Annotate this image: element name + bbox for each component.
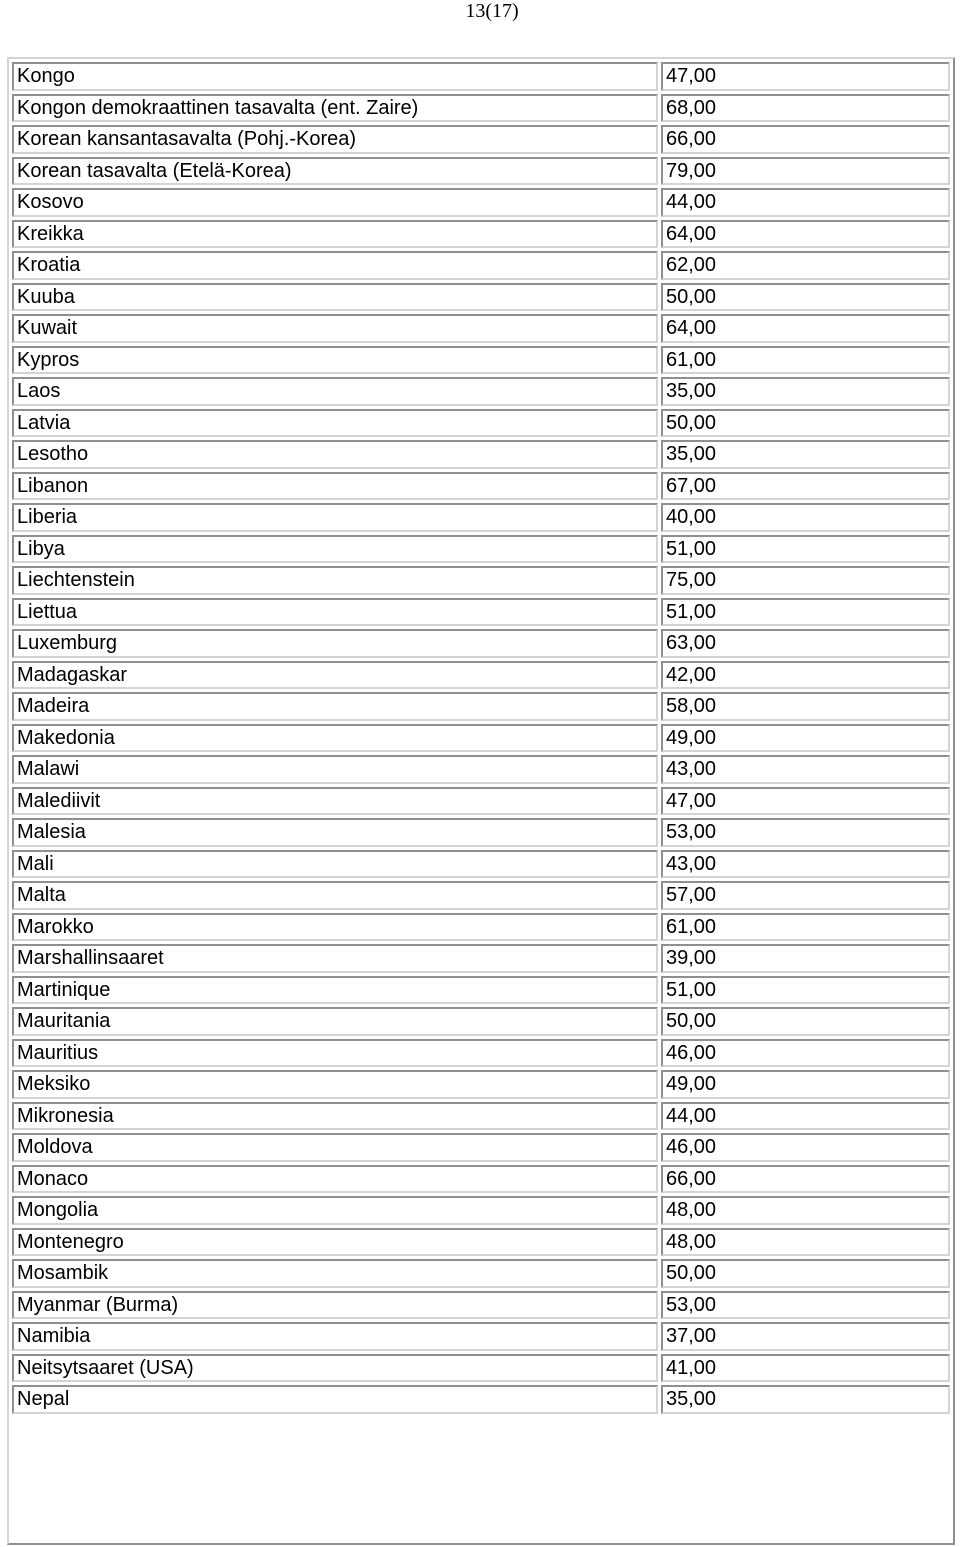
country-value-table: [9, 59, 953, 1417]
value-cell: 57,00: [661, 881, 950, 910]
value-cell: 62,00: [661, 251, 950, 280]
country-name-cell: Kuwait: [12, 314, 658, 343]
value-cell: 47,00: [661, 62, 950, 91]
country-name-cell: Marokko: [12, 913, 658, 942]
country-name-cell: Kosovo: [12, 188, 658, 217]
value-cell: 43,00: [661, 850, 950, 879]
country-name-cell: Lesotho: [12, 440, 658, 469]
value-cell: 49,00: [661, 724, 950, 753]
table-row: [12, 1228, 950, 1257]
table-row: [12, 283, 950, 312]
country-name-cell: Malta: [12, 881, 658, 910]
country-name-cell: Kongon demokraattinen tasavalta (ent. Zaire): [12, 94, 658, 123]
table-row: [12, 503, 950, 532]
value-cell: 50,00: [661, 283, 950, 312]
country-name-cell: Mali: [12, 850, 658, 879]
value-cell: 58,00: [661, 692, 950, 721]
value-cell: 35,00: [661, 1385, 950, 1414]
country-name-cell: Mikronesia: [12, 1102, 658, 1131]
table-row: [12, 472, 950, 501]
value-cell: 61,00: [661, 346, 950, 375]
table-row: [12, 1102, 950, 1131]
table-row: [12, 787, 950, 816]
table-row: [12, 881, 950, 910]
country-name-cell: Meksiko: [12, 1070, 658, 1099]
value-cell: 51,00: [661, 976, 950, 1005]
value-cell: 40,00: [661, 503, 950, 532]
country-table-frame: [7, 57, 955, 1545]
value-cell: 35,00: [661, 440, 950, 469]
value-cell: 37,00: [661, 1322, 950, 1351]
country-name-cell: Martinique: [12, 976, 658, 1005]
country-name-cell: Myanmar (Burma): [12, 1291, 658, 1320]
table-row: [12, 125, 950, 154]
value-cell: 44,00: [661, 1102, 950, 1131]
value-cell: 64,00: [661, 220, 950, 249]
table-body: [12, 62, 950, 1414]
country-name-cell: Liechtenstein: [12, 566, 658, 595]
table-row: [12, 535, 950, 564]
value-cell: 47,00: [661, 787, 950, 816]
table-row: [12, 944, 950, 973]
country-name-cell: Malediivit: [12, 787, 658, 816]
table-row: [12, 1133, 950, 1162]
table-row: [12, 724, 950, 753]
country-name-cell: Madeira: [12, 692, 658, 721]
value-cell: 42,00: [661, 661, 950, 690]
country-name-cell: Latvia: [12, 409, 658, 438]
value-cell: 48,00: [661, 1196, 950, 1225]
country-name-cell: Libya: [12, 535, 658, 564]
country-name-cell: Liettua: [12, 598, 658, 627]
value-cell: 66,00: [661, 1165, 950, 1194]
table-row: [12, 62, 950, 91]
value-cell: 67,00: [661, 472, 950, 501]
table-row: [12, 598, 950, 627]
value-cell: 51,00: [661, 598, 950, 627]
page-number: 13(17): [465, 0, 519, 22]
table-row: [12, 1196, 950, 1225]
table-row: [12, 661, 950, 690]
table-row: [12, 913, 950, 942]
country-name-cell: Nepal: [12, 1385, 658, 1414]
table-row: [12, 1039, 950, 1068]
table-row: [12, 1007, 950, 1036]
table-row: [12, 409, 950, 438]
value-cell: 53,00: [661, 1291, 950, 1320]
value-cell: 51,00: [661, 535, 950, 564]
table-row: [12, 220, 950, 249]
table-row: [12, 440, 950, 469]
table-row: [12, 818, 950, 847]
value-cell: 75,00: [661, 566, 950, 595]
value-cell: 63,00: [661, 629, 950, 658]
country-name-cell: Luxemburg: [12, 629, 658, 658]
country-name-cell: Marshallinsaaret: [12, 944, 658, 973]
table-row: [12, 94, 950, 123]
table-row: [12, 1354, 950, 1383]
value-cell: 48,00: [661, 1228, 950, 1257]
country-name-cell: Kuuba: [12, 283, 658, 312]
table-row: [12, 1385, 950, 1414]
country-name-cell: Namibia: [12, 1322, 658, 1351]
country-name-cell: Malawi: [12, 755, 658, 784]
value-cell: 50,00: [661, 1007, 950, 1036]
value-cell: 41,00: [661, 1354, 950, 1383]
country-name-cell: Makedonia: [12, 724, 658, 753]
country-name-cell: Monaco: [12, 1165, 658, 1194]
country-name-cell: Neitsytsaaret (USA): [12, 1354, 658, 1383]
country-name-cell: Liberia: [12, 503, 658, 532]
country-name-cell: Madagaskar: [12, 661, 658, 690]
table-row: [12, 976, 950, 1005]
table-row: [12, 566, 950, 595]
country-name-cell: Kreikka: [12, 220, 658, 249]
value-cell: 50,00: [661, 409, 950, 438]
country-name-cell: Mauritius: [12, 1039, 658, 1068]
value-cell: 79,00: [661, 157, 950, 186]
country-name-cell: Malesia: [12, 818, 658, 847]
country-name-cell: Libanon: [12, 472, 658, 501]
value-cell: 66,00: [661, 125, 950, 154]
table-row: [12, 1070, 950, 1099]
value-cell: 39,00: [661, 944, 950, 973]
table-row: [12, 850, 950, 879]
table-row: [12, 346, 950, 375]
country-name-cell: Mosambik: [12, 1259, 658, 1288]
country-name-cell: Korean tasavalta (Etelä-Korea): [12, 157, 658, 186]
value-cell: 53,00: [661, 818, 950, 847]
country-name-cell: Moldova: [12, 1133, 658, 1162]
table-row: [12, 377, 950, 406]
country-name-cell: Mauritania: [12, 1007, 658, 1036]
table-row: [12, 755, 950, 784]
country-name-cell: Laos: [12, 377, 658, 406]
value-cell: 43,00: [661, 755, 950, 784]
table-row: [12, 188, 950, 217]
value-cell: 61,00: [661, 913, 950, 942]
table-row: [12, 251, 950, 280]
value-cell: 46,00: [661, 1133, 950, 1162]
table-row: [12, 157, 950, 186]
value-cell: 50,00: [661, 1259, 950, 1288]
country-name-cell: Kongo: [12, 62, 658, 91]
value-cell: 49,00: [661, 1070, 950, 1099]
country-name-cell: Korean kansantasavalta (Pohj.-Korea): [12, 125, 658, 154]
value-cell: 44,00: [661, 188, 950, 217]
country-name-cell: Mongolia: [12, 1196, 658, 1225]
table-row: [12, 1322, 950, 1351]
value-cell: 68,00: [661, 94, 950, 123]
country-name-cell: Montenegro: [12, 1228, 658, 1257]
value-cell: 35,00: [661, 377, 950, 406]
table-row: [12, 629, 950, 658]
table-row: [12, 1259, 950, 1288]
table-row: [12, 692, 950, 721]
country-name-cell: Kypros: [12, 346, 658, 375]
table-row: [12, 1165, 950, 1194]
table-row: [12, 314, 950, 343]
table-row: [12, 1291, 950, 1320]
value-cell: 46,00: [661, 1039, 950, 1068]
value-cell: 64,00: [661, 314, 950, 343]
country-name-cell: Kroatia: [12, 251, 658, 280]
